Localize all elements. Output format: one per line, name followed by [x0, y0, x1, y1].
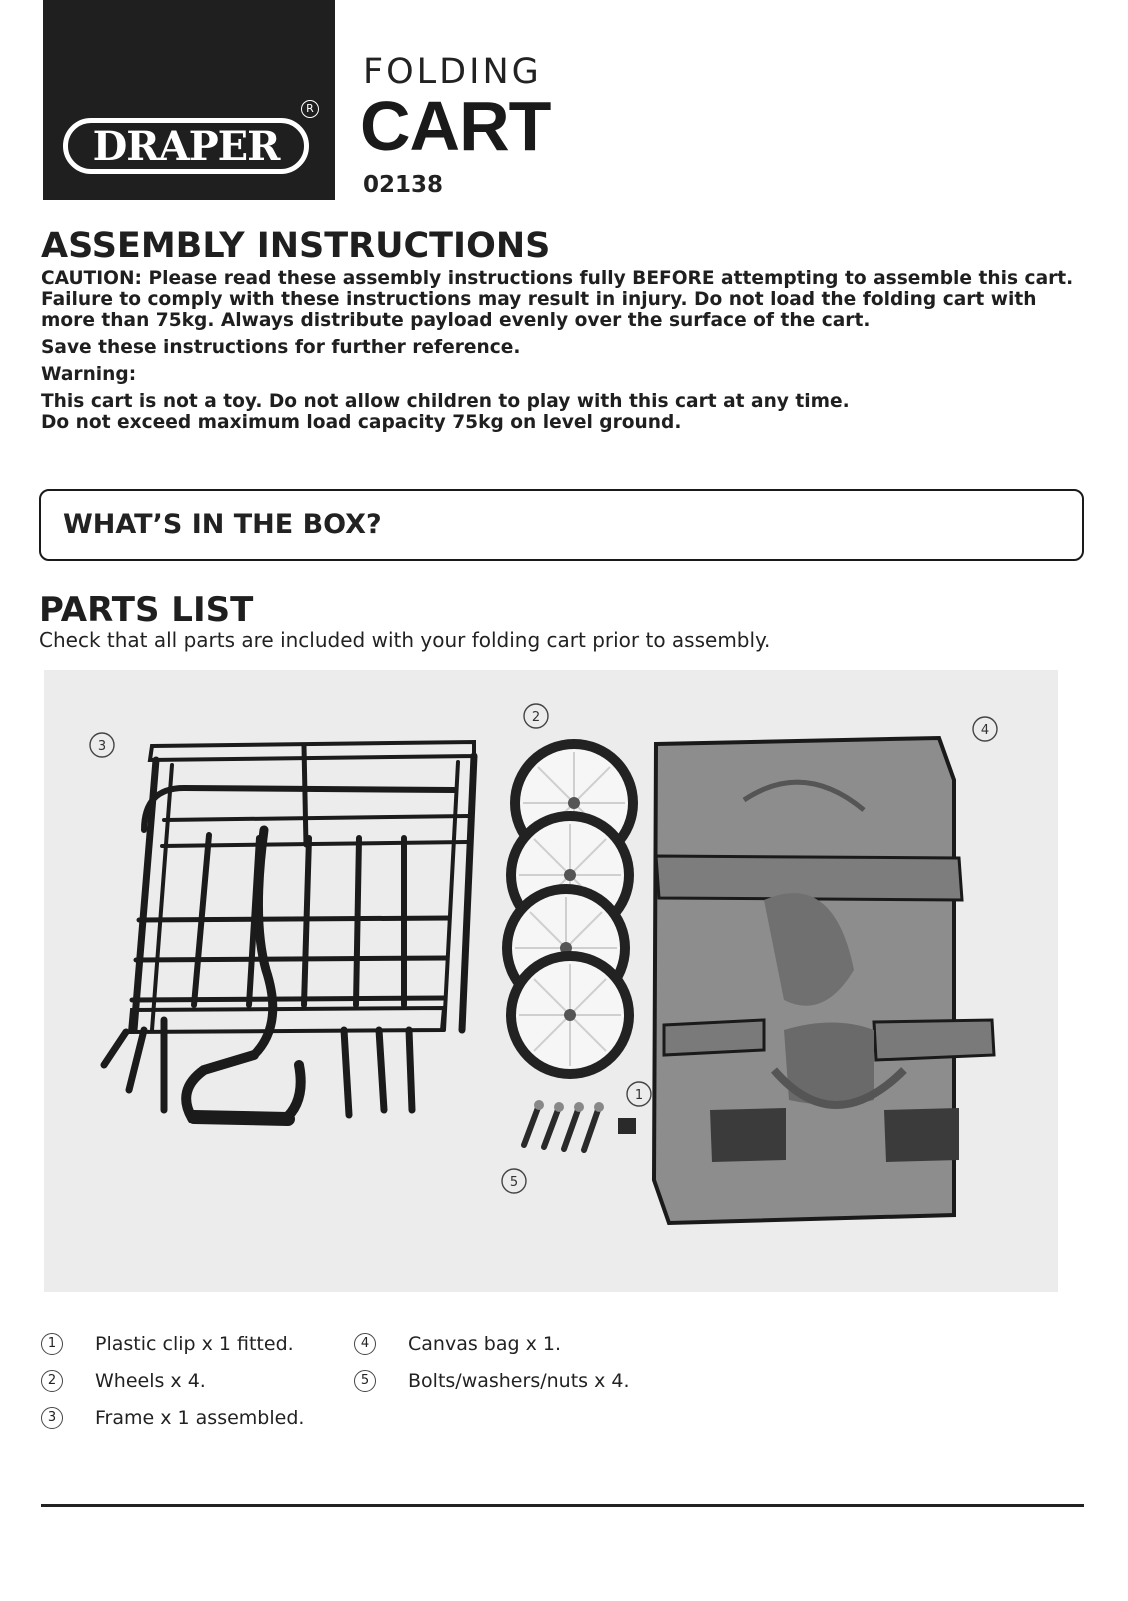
parts-legend-left: [41, 1325, 304, 1436]
list-item: [354, 1325, 630, 1362]
item-number: 3: [41, 1407, 63, 1429]
warning-line-2: Do not exceed maximum load capacity 75kg on level ground.: [41, 412, 682, 433]
callout-2: [524, 704, 548, 728]
parts-photo: [44, 670, 1058, 1292]
product-title-small: FOLDING: [363, 52, 542, 92]
product-code: 02138: [363, 172, 444, 198]
parts-list-subtitle: Check that all parts are included with your folding cart prior to assembly.: [39, 628, 771, 652]
parts-legend-right: [354, 1325, 630, 1399]
footer-divider: [41, 1504, 1084, 1507]
save-text: Save these instructions for further reference.: [41, 337, 521, 358]
item-text: Frame x 1 assembled.: [95, 1406, 305, 1429]
item-text: Wheels x 4.: [95, 1369, 206, 1392]
safety-notes: [41, 268, 1081, 433]
svg-text:5: 5: [509, 1175, 519, 1190]
item-number: 4: [354, 1333, 376, 1355]
callout-3: [90, 733, 114, 757]
whats-in-box-heading: WHAT’S IN THE BOX?: [63, 509, 382, 540]
item-number: 5: [354, 1370, 376, 1392]
assembly-heading: ASSEMBLY INSTRUCTIONS: [41, 226, 551, 266]
item-number: 1: [41, 1333, 63, 1355]
warning-label: Warning:: [41, 364, 137, 385]
callout-5: [502, 1169, 526, 1193]
parts-list-heading: PARTS LIST: [39, 590, 254, 630]
svg-text:4: 4: [980, 723, 990, 738]
item-text: Bolts/washers/nuts x 4.: [408, 1369, 630, 1392]
frame-illustration: [104, 742, 474, 1120]
svg-text:3: 3: [97, 739, 107, 754]
product-title: CART: [360, 87, 551, 165]
item-number: 2: [41, 1370, 63, 1392]
plastic-clip-illustration: [618, 1118, 636, 1134]
warning-line-1: This cart is not a toy. Do not allow children to play with this cart at any time.: [41, 391, 850, 412]
svg-text:1: 1: [634, 1088, 644, 1103]
list-item: [41, 1399, 304, 1436]
brand-logo: [43, 0, 335, 200]
svg-text:2: 2: [531, 710, 541, 725]
list-item: [41, 1325, 304, 1362]
callout-1: [627, 1082, 651, 1106]
list-item: [41, 1362, 304, 1399]
item-text: Canvas bag x 1.: [408, 1332, 561, 1355]
list-item: [354, 1362, 630, 1399]
bolts-illustration: [524, 1100, 604, 1150]
callout-4: [973, 717, 997, 741]
canvas-bag-illustration: [654, 738, 994, 1223]
item-text: Plastic clip x 1 fitted.: [95, 1332, 294, 1355]
whats-in-box-banner: [39, 489, 1084, 561]
caution-text: CAUTION: Please read these assembly instructions fully BEFORE attempting to assemble this cart. Failure to comply with these instructions may result in injury. Do not load the folding cart with more than 75kg. Always distribute payload evenly over the surface of the cart.: [41, 268, 1074, 331]
parts-illustration: [44, 670, 1058, 1292]
brand-name: DRAPER: [63, 118, 309, 174]
registered-mark: R: [301, 100, 319, 118]
wheels-illustration: [502, 739, 638, 1079]
